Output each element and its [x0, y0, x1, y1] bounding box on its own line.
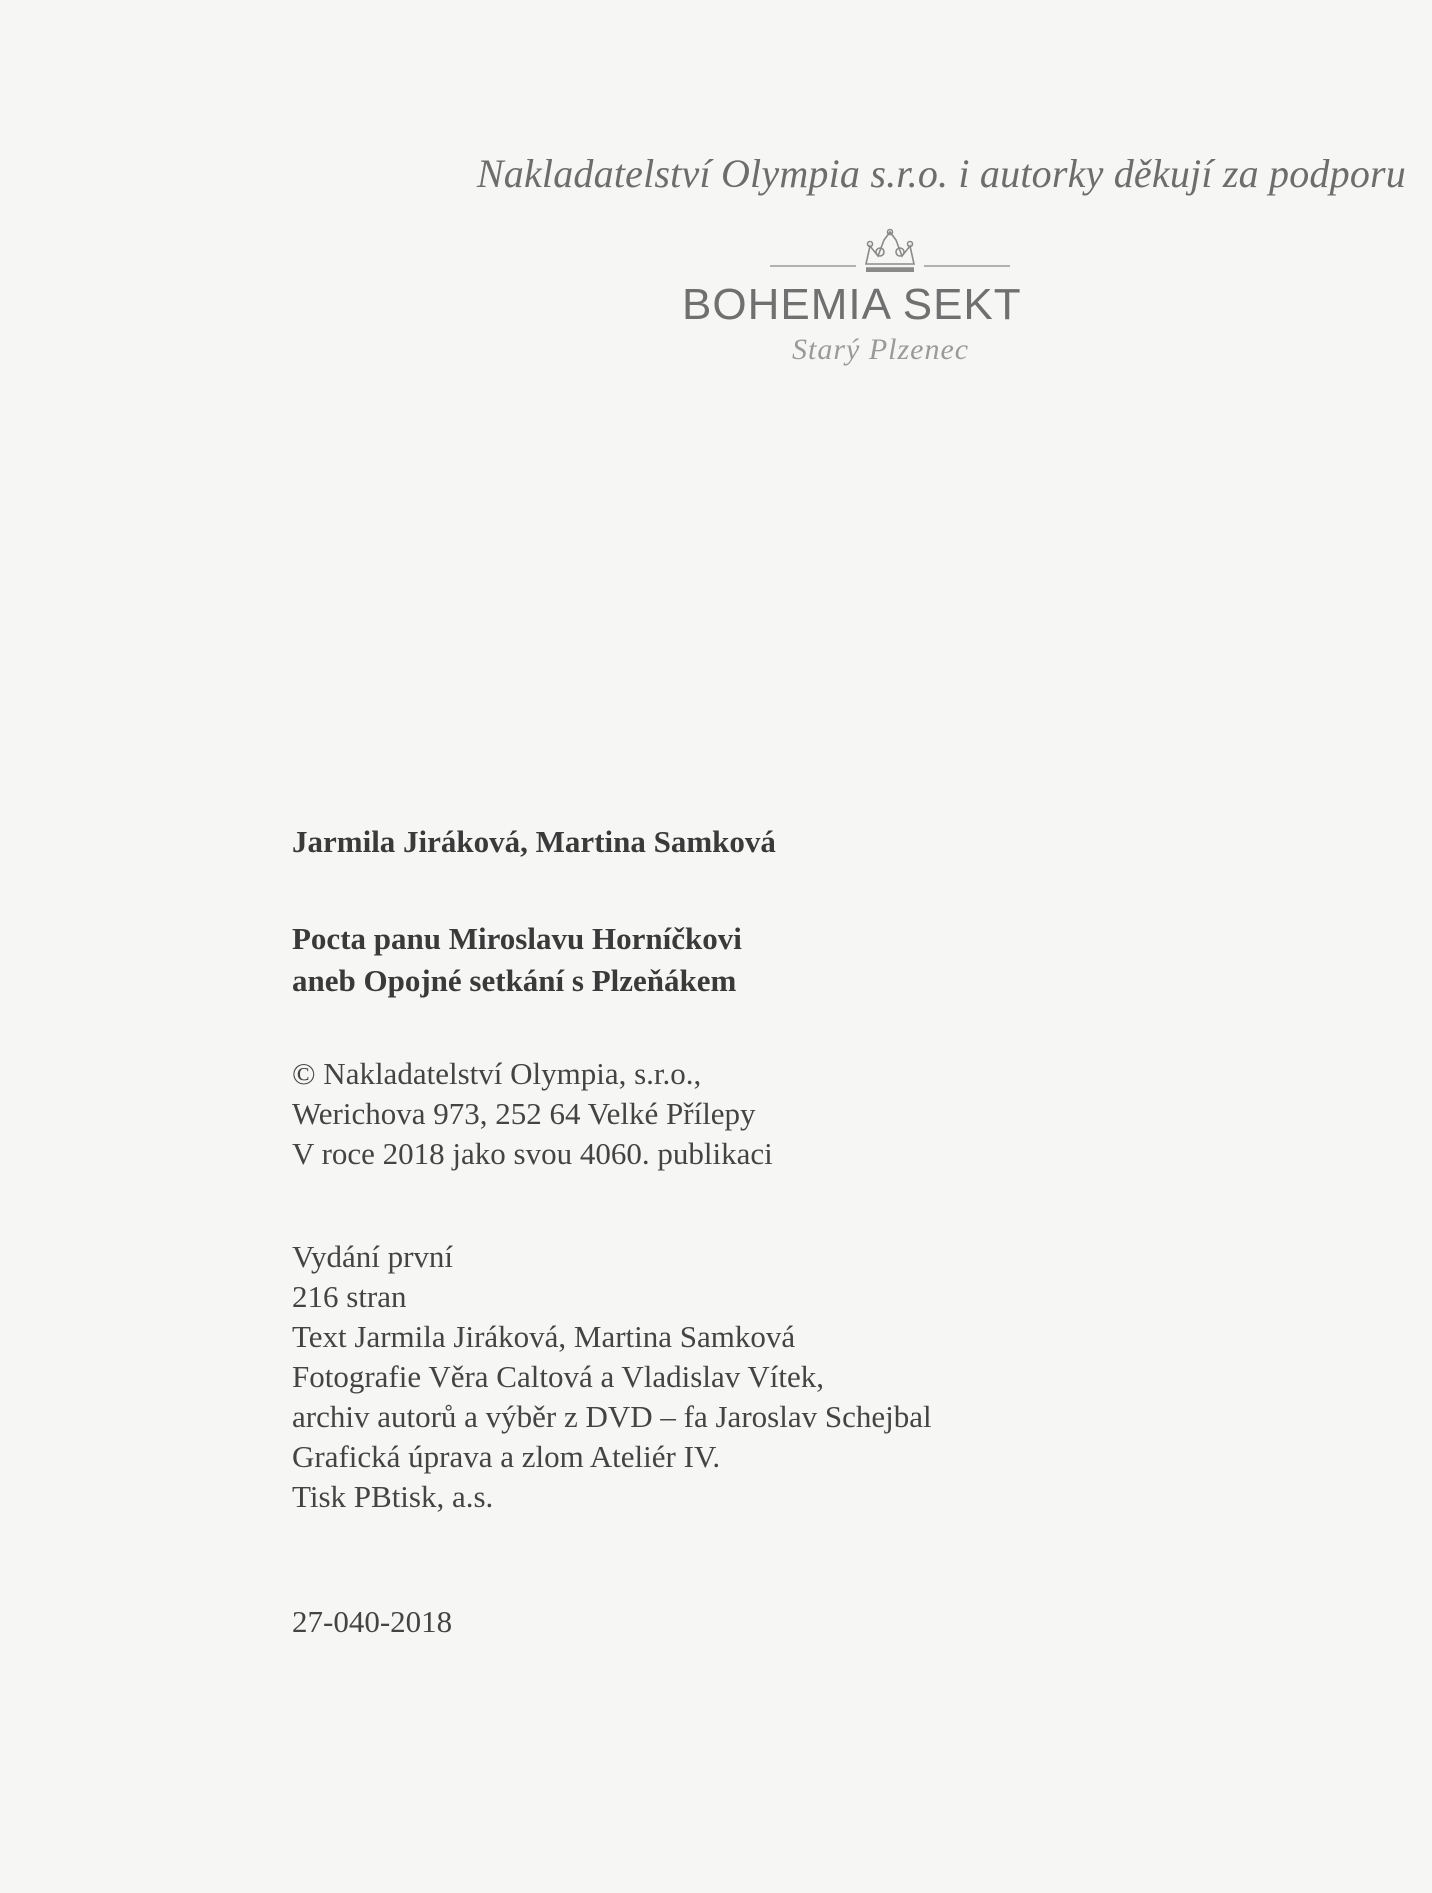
book-title	[292, 918, 742, 1002]
copyright-line: © Nakladatelství Olympia, s.r.o.,	[292, 1056, 702, 1091]
photo-credit-line: Fotografie Věra Caltová a Vladislav Vítek,	[292, 1359, 825, 1394]
bohemia-sekt-logo	[660, 228, 1120, 378]
text-credit-line: Text Jarmila Jiráková, Martina Samková	[292, 1319, 796, 1354]
edition-line: Vydání první	[292, 1239, 454, 1274]
publication-code: 27-040-2018	[292, 1604, 453, 1639]
subtitle-line: aneb Opojné setkání s Plzeňákem	[292, 963, 737, 998]
page-count-line: 216 stran	[292, 1279, 407, 1314]
print-credit-line: Tisk PBtisk, a.s.	[292, 1479, 494, 1514]
crown-icon	[770, 228, 1010, 274]
publication-number-line: V roce 2018 jako svou 4060. publikaci	[292, 1136, 773, 1171]
logo-script-text: Starý Plzenec	[792, 333, 970, 366]
book-authors: Jarmila Jiráková, Martina Samková	[292, 824, 776, 859]
design-credit-line: Grafická úprava a zlom Ateliér IV.	[292, 1439, 721, 1474]
archive-credit-line: archiv autorů a výběr z DVD – fa Jaroslav Schejbal	[292, 1399, 932, 1434]
sponsor-thanks-line: Nakladatelství Olympia s.r.o. i autorky děkují za podporu	[476, 151, 1406, 196]
edition-details-block	[292, 1237, 932, 1517]
copyright-block	[292, 1054, 773, 1174]
title-line: Pocta panu Miroslavu Horníčkovi	[292, 921, 742, 956]
publisher-address-line: Werichova 973, 252 64 Velké Přílepy	[292, 1096, 756, 1131]
logo-wordmark: BOHEMIA SEKT	[682, 280, 1022, 329]
